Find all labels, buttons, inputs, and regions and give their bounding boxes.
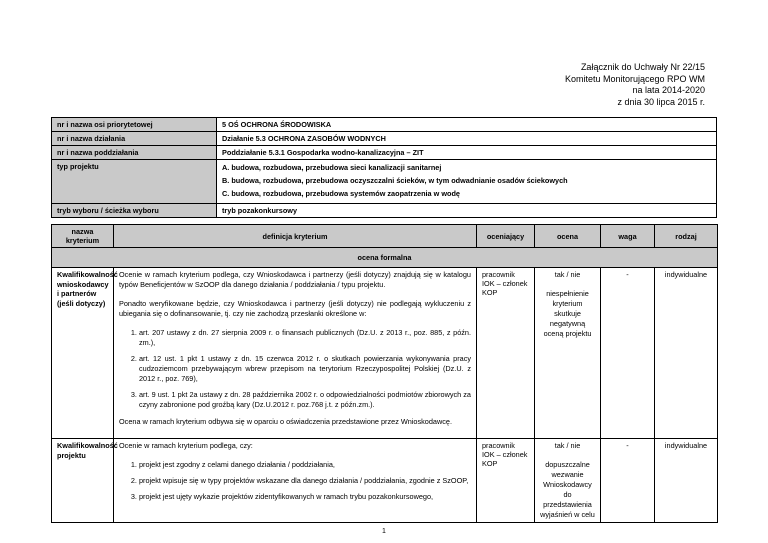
assessment-note: niespełnienie kryterium skutkuje negatywną oceną projektu — [543, 289, 592, 338]
document-header — [565, 62, 705, 108]
criterion-weight: - — [601, 268, 655, 439]
action-label: nr i nazwa działania — [52, 132, 217, 146]
definition-paragraph: Ocenie w ramach kryterium podlega, czy Wnioskodawca i partnerzy (jeśli dotyczy) znajdują się w katalogu typów Beneficjentów w SzOOP dla danego działania / poddziałania / typu projektu. — [119, 270, 471, 289]
criteria-header-row — [52, 225, 718, 248]
selection-mode-value: tryb pozakonkursowy — [217, 204, 717, 218]
subaction-row — [52, 146, 717, 160]
program-info-table — [51, 117, 717, 218]
criterion-weight: - — [601, 439, 655, 523]
definition-list-item: 3. art. 9 ust. 1 pkt 2a ustawy z dn. 28 października 2002 r. o odpowiedzialności podmiotów zbiorowych za czyny zabronione pod groźbą kary (Dz.U.2012 r. poz.768 j.t. z późn.zm.). — [139, 390, 471, 410]
project-type-a: A. budowa, rozbudowa, przebudowa sieci kanalizacji sanitarnej — [222, 163, 442, 172]
header-line-3: na lata 2014-2020 — [632, 85, 705, 95]
definition-list-item: 2. art. 12 ust. 1 pkt 1 ustawy z dn. 15 czerwca 2012 r. o skutkach powierzania wykonywania pracy cudzoziemcom przebywającym wbrew przepisom na terytorium Rzeczypospolitej Polskiej (Dz.U. z 2012 r., poz. 769), — [139, 354, 471, 384]
section-title: ocena formalna — [52, 248, 718, 268]
subaction-value: Poddziałanie 5.3.1 Gospodarka wodno-kanalizacyjna – ZIT — [217, 146, 717, 160]
definition-paragraph: Ocena w ramach kryterium odbywa się w oparciu o oświadczenia przedstawione przez Wnioskodawcę. — [119, 417, 452, 426]
page-number: 1 — [382, 528, 386, 535]
header-line-2: Komitetu Monitorującego RPO WM — [564, 73, 705, 84]
col-header-definicja: definicja kryterium — [114, 225, 477, 248]
priority-axis-value: 5 OŚ OCHRONA ŚRODOWISKA — [217, 118, 717, 132]
col-header-oceniajacy: oceniający — [477, 225, 535, 248]
definition-list-item: 3. projekt jest ujęty wykazie projektów zidentyfikowanych w ramach trybu pozakonkursowego, — [139, 492, 471, 502]
action-value: Działanie 5.3 OCHRONA ZASOBÓW WODNYCH — [217, 132, 717, 146]
criterion-row — [52, 268, 718, 439]
assessment-value: tak / nie — [554, 270, 581, 279]
col-header-ocena: ocena — [535, 225, 601, 248]
definition-paragraph: Ponadto weryfikowane będzie, czy Wnioskodawca i partnerzy (jeśli dotyczy) nie podlegają wykluczeniu z ubiegania się o dofinansowanie, tj. czy nie zachodzą przesłanki określone w: — [119, 299, 471, 318]
col-header-waga: waga — [601, 225, 655, 248]
header-line-4: z dnia 30 lipca 2015 r. — [617, 96, 705, 107]
criterion-row — [52, 439, 718, 523]
criteria-table — [51, 224, 718, 523]
header-line-1: Załącznik do Uchwały Nr 22/15 — [580, 62, 705, 72]
col-header-rodzaj: rodzaj — [655, 225, 718, 248]
action-row — [52, 132, 717, 146]
definition-list — [119, 460, 471, 502]
criterion-assessor: pracownik IOK – członek KOP — [477, 268, 535, 439]
col-header-nazwa: nazwa kryterium — [52, 225, 114, 248]
definition-list-item: 2. projekt wpisuje się w typy projektów wskazane dla danego działania / poddziałania, zgodnie z SzOOP, — [139, 476, 471, 486]
assessment-value: tak / nie — [554, 441, 581, 450]
criterion-definition — [114, 439, 477, 523]
definition-list-item: 1. projekt jest zgodny z celami danego działania / poddziałania, — [139, 460, 471, 470]
project-type-c: C. budowa, rozbudowa, przebudowa systemów zaopatrzenia w wodę — [222, 189, 460, 198]
assessment-note: dopuszczalne wezwanie Wnioskodawcy do przedstawienia wyjaśnień w celu — [540, 460, 595, 519]
criterion-assessor: pracownik IOK – członek KOP — [477, 439, 535, 523]
criterion-assessment — [535, 268, 601, 439]
project-type-values — [217, 160, 717, 204]
selection-mode-label: tryb wyboru / ścieżka wyboru — [52, 204, 217, 218]
definition-list — [119, 328, 471, 410]
criterion-type: indywidualne — [655, 268, 718, 439]
project-type-label: typ projektu — [52, 160, 217, 204]
definition-list-item: 1. art. 207 ustawy z dn. 27 sierpnia 2009 r. o finansach publicznych (Dz.U. z 2013 r., poz. 885, z późn. zm.), — [139, 328, 471, 348]
section-row — [52, 248, 718, 268]
criterion-definition — [114, 268, 477, 439]
criterion-assessment — [535, 439, 601, 523]
criterion-type: indywidualne — [655, 439, 718, 523]
project-type-b: B. budowa, rozbudowa, przebudowa oczyszczalni ścieków, w tym odwadnianie osadów ściekowych — [222, 176, 568, 185]
priority-axis-row — [52, 118, 717, 132]
project-type-row — [52, 160, 717, 204]
definition-paragraph: Ocenie w ramach kryterium podlega, czy: — [119, 441, 253, 450]
criterion-name: Kwalifikowalność wnioskodawcy i partnerów (jeśli dotyczy) — [52, 268, 114, 439]
selection-mode-row — [52, 204, 717, 218]
subaction-label: nr i nazwa poddziałania — [52, 146, 217, 160]
priority-axis-label: nr i nazwa osi priorytetowej — [52, 118, 217, 132]
criterion-name: Kwalifikowalność projektu — [52, 439, 114, 523]
